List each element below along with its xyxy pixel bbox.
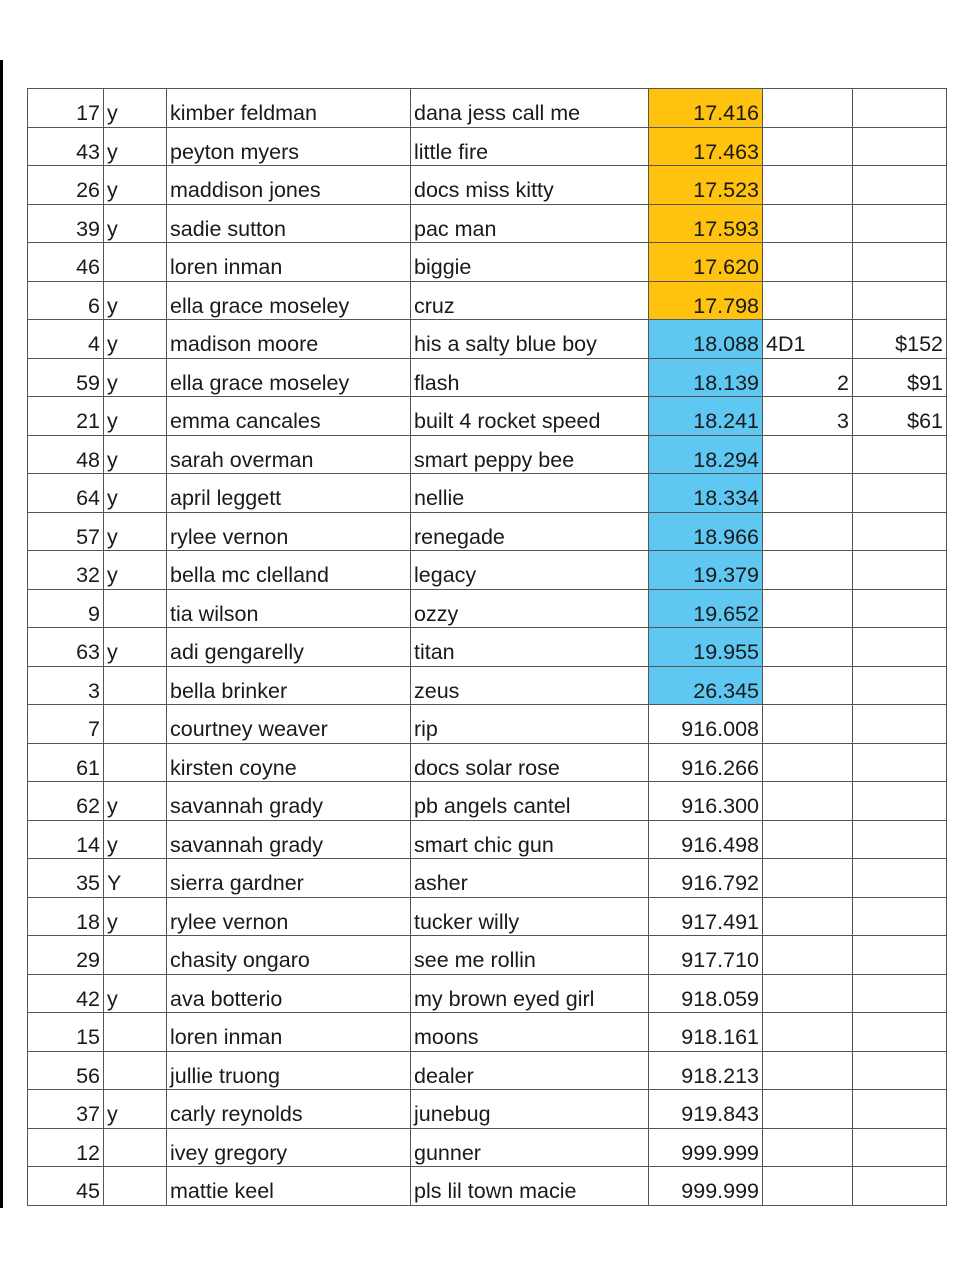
payout-cell [853,281,947,320]
time-cell: 18.294 [649,435,763,474]
time-cell: 26.345 [649,666,763,705]
division-cell [763,89,853,128]
payout-cell [853,859,947,898]
rider-name-cell: rylee vernon [167,897,411,936]
entry-number-cell: 35 [28,859,104,898]
flag-cell: Y [104,859,167,898]
left-edge-bar [0,60,3,1208]
flag-cell: y [104,397,167,436]
entry-number-cell: 6 [28,281,104,320]
entry-number-cell: 46 [28,243,104,282]
results-table [27,88,947,1206]
division-cell [763,1128,853,1167]
entry-number-cell: 45 [28,1167,104,1206]
flag-cell: y [104,974,167,1013]
table-row [28,1013,947,1052]
division-cell [763,936,853,975]
horse-name-cell: my brown eyed girl [411,974,649,1013]
table-row [28,166,947,205]
horse-name-cell: see me rollin [411,936,649,975]
flag-cell: y [104,281,167,320]
rider-name-cell: rylee vernon [167,512,411,551]
flag-cell: y [104,320,167,359]
flag-cell [104,589,167,628]
time-cell: 17.523 [649,166,763,205]
rider-name-cell: sarah overman [167,435,411,474]
table-row [28,435,947,474]
table-row [28,397,947,436]
time-cell: 999.999 [649,1167,763,1206]
rider-name-cell: chasity ongaro [167,936,411,975]
payout-cell [853,782,947,821]
division-cell [763,589,853,628]
horse-name-cell: moons [411,1013,649,1052]
division-cell [763,974,853,1013]
entry-number-cell: 64 [28,474,104,513]
flag-cell [104,243,167,282]
division-cell [763,782,853,821]
division-cell [763,666,853,705]
entry-number-cell: 17 [28,89,104,128]
division-cell [763,281,853,320]
time-cell: 916.008 [649,705,763,744]
horse-name-cell: dana jess call me [411,89,649,128]
flag-cell: y [104,628,167,667]
entry-number-cell: 59 [28,358,104,397]
horse-name-cell: dealer [411,1051,649,1090]
table-row [28,974,947,1013]
horse-name-cell: docs miss kitty [411,166,649,205]
rider-name-cell: savannah grady [167,820,411,859]
horse-name-cell: renegade [411,512,649,551]
division-cell: 4D1 [763,320,853,359]
division-cell [763,743,853,782]
horse-name-cell: cruz [411,281,649,320]
flag-cell [104,743,167,782]
entry-number-cell: 57 [28,512,104,551]
entry-number-cell: 3 [28,666,104,705]
time-cell: 917.710 [649,936,763,975]
horse-name-cell: zeus [411,666,649,705]
table-row [28,628,947,667]
horse-name-cell: pac man [411,204,649,243]
time-cell: 919.843 [649,1090,763,1129]
payout-cell [853,512,947,551]
time-cell: 17.620 [649,243,763,282]
flag-cell: y [104,474,167,513]
horse-name-cell: junebug [411,1090,649,1129]
payout-cell [853,474,947,513]
entry-number-cell: 62 [28,782,104,821]
division-cell [763,551,853,590]
payout-cell [853,1051,947,1090]
table-row [28,1128,947,1167]
flag-cell: y [104,897,167,936]
entry-number-cell: 12 [28,1128,104,1167]
horse-name-cell: gunner [411,1128,649,1167]
rider-name-cell: bella mc clelland [167,551,411,590]
entry-number-cell: 14 [28,820,104,859]
payout-cell [853,1128,947,1167]
table-row [28,243,947,282]
payout-cell [853,974,947,1013]
payout-cell [853,589,947,628]
payout-cell [853,204,947,243]
table-row [28,859,947,898]
division-cell [763,243,853,282]
flag-cell: y [104,512,167,551]
table-row [28,782,947,821]
rider-name-cell: ella grace moseley [167,281,411,320]
payout-cell [853,166,947,205]
division-cell [763,204,853,243]
time-cell: 916.266 [649,743,763,782]
horse-name-cell: flash [411,358,649,397]
rider-name-cell: ava botterio [167,974,411,1013]
time-cell: 918.213 [649,1051,763,1090]
rider-name-cell: maddison jones [167,166,411,205]
division-cell [763,628,853,667]
time-cell: 916.792 [649,859,763,898]
table-row [28,551,947,590]
division-cell [763,1090,853,1129]
flag-cell: y [104,358,167,397]
horse-name-cell: asher [411,859,649,898]
payout-cell [853,1167,947,1206]
time-cell: 17.463 [649,127,763,166]
table-row [28,358,947,397]
flag-cell: y [104,1090,167,1129]
entry-number-cell: 42 [28,974,104,1013]
horse-name-cell: tucker willy [411,897,649,936]
horse-name-cell: little fire [411,127,649,166]
flag-cell [104,1051,167,1090]
time-cell: 18.334 [649,474,763,513]
table-row [28,820,947,859]
division-cell [763,435,853,474]
rider-name-cell: emma cancales [167,397,411,436]
table-row [28,320,947,359]
flag-cell [104,1013,167,1052]
time-cell: 17.593 [649,204,763,243]
rider-name-cell: kirsten coyne [167,743,411,782]
entry-number-cell: 21 [28,397,104,436]
entry-number-cell: 63 [28,628,104,667]
horse-name-cell: pls lil town macie [411,1167,649,1206]
flag-cell [104,936,167,975]
flag-cell: y [104,127,167,166]
rider-name-cell: courtney weaver [167,705,411,744]
flag-cell [104,705,167,744]
time-cell: 17.416 [649,89,763,128]
payout-cell: $152 [853,320,947,359]
division-cell [763,1013,853,1052]
payout-cell [853,820,947,859]
entry-number-cell: 29 [28,936,104,975]
division-cell [763,166,853,205]
horse-name-cell: titan [411,628,649,667]
rider-name-cell: sadie sutton [167,204,411,243]
time-cell: 18.088 [649,320,763,359]
table-row [28,1167,947,1206]
horse-name-cell: ozzy [411,589,649,628]
division-cell [763,897,853,936]
entry-number-cell: 15 [28,1013,104,1052]
table-row [28,204,947,243]
payout-cell [853,628,947,667]
payout-cell [853,243,947,282]
entry-number-cell: 7 [28,705,104,744]
rider-name-cell: jullie truong [167,1051,411,1090]
time-cell: 916.300 [649,782,763,821]
entry-number-cell: 39 [28,204,104,243]
division-cell [763,859,853,898]
table-row [28,589,947,628]
flag-cell: y [104,782,167,821]
time-cell: 918.059 [649,974,763,1013]
time-cell: 19.955 [649,628,763,667]
rider-name-cell: peyton myers [167,127,411,166]
horse-name-cell: built 4 rocket speed [411,397,649,436]
entry-number-cell: 9 [28,589,104,628]
entry-number-cell: 32 [28,551,104,590]
table-row [28,743,947,782]
division-cell: 2 [763,358,853,397]
flag-cell: y [104,820,167,859]
horse-name-cell: legacy [411,551,649,590]
time-cell: 999.999 [649,1128,763,1167]
division-cell [763,1051,853,1090]
table-row [28,897,947,936]
rider-name-cell: ella grace moseley [167,358,411,397]
rider-name-cell: carly reynolds [167,1090,411,1129]
entry-number-cell: 18 [28,897,104,936]
division-cell [763,512,853,551]
division-cell [763,1167,853,1206]
rider-name-cell: bella brinker [167,666,411,705]
entry-number-cell: 61 [28,743,104,782]
payout-cell [853,127,947,166]
flag-cell: y [104,551,167,590]
table-row [28,936,947,975]
table-row [28,1090,947,1129]
table-row [28,705,947,744]
table-row [28,89,947,128]
flag-cell: y [104,204,167,243]
flag-cell [104,666,167,705]
rider-name-cell: ivey gregory [167,1128,411,1167]
payout-cell [853,1013,947,1052]
time-cell: 17.798 [649,281,763,320]
table-row [28,1051,947,1090]
horse-name-cell: his a salty blue boy [411,320,649,359]
results-body [28,89,947,1206]
table-row [28,512,947,551]
payout-cell [853,435,947,474]
entry-number-cell: 26 [28,166,104,205]
horse-name-cell: nellie [411,474,649,513]
payout-cell [853,705,947,744]
horse-name-cell: pb angels cantel [411,782,649,821]
horse-name-cell: smart peppy bee [411,435,649,474]
rider-name-cell: mattie keel [167,1167,411,1206]
table-row [28,127,947,166]
payout-cell [853,1090,947,1129]
payout-cell [853,89,947,128]
flag-cell: y [104,89,167,128]
payout-cell [853,743,947,782]
flag-cell: y [104,166,167,205]
entry-number-cell: 56 [28,1051,104,1090]
division-cell [763,820,853,859]
payout-cell: $61 [853,397,947,436]
rider-name-cell: adi gengarelly [167,628,411,667]
time-cell: 18.139 [649,358,763,397]
time-cell: 19.379 [649,551,763,590]
horse-name-cell: docs solar rose [411,743,649,782]
division-cell [763,127,853,166]
time-cell: 917.491 [649,897,763,936]
payout-cell [853,936,947,975]
rider-name-cell: savannah grady [167,782,411,821]
payout-cell: $91 [853,358,947,397]
time-cell: 916.498 [649,820,763,859]
division-cell [763,705,853,744]
rider-name-cell: tia wilson [167,589,411,628]
payout-cell [853,666,947,705]
entry-number-cell: 43 [28,127,104,166]
payout-cell [853,897,947,936]
rider-name-cell: madison moore [167,320,411,359]
table-row [28,474,947,513]
time-cell: 918.161 [649,1013,763,1052]
horse-name-cell: rip [411,705,649,744]
entry-number-cell: 48 [28,435,104,474]
horse-name-cell: biggie [411,243,649,282]
payout-cell [853,551,947,590]
flag-cell [104,1128,167,1167]
rider-name-cell: april leggett [167,474,411,513]
flag-cell [104,1167,167,1206]
time-cell: 18.241 [649,397,763,436]
flag-cell: y [104,435,167,474]
table-row [28,666,947,705]
rider-name-cell: sierra gardner [167,859,411,898]
entry-number-cell: 4 [28,320,104,359]
rider-name-cell: loren inman [167,1013,411,1052]
horse-name-cell: smart chic gun [411,820,649,859]
table-row [28,281,947,320]
time-cell: 18.966 [649,512,763,551]
division-cell [763,474,853,513]
entry-number-cell: 37 [28,1090,104,1129]
rider-name-cell: loren inman [167,243,411,282]
division-cell: 3 [763,397,853,436]
rider-name-cell: kimber feldman [167,89,411,128]
time-cell: 19.652 [649,589,763,628]
